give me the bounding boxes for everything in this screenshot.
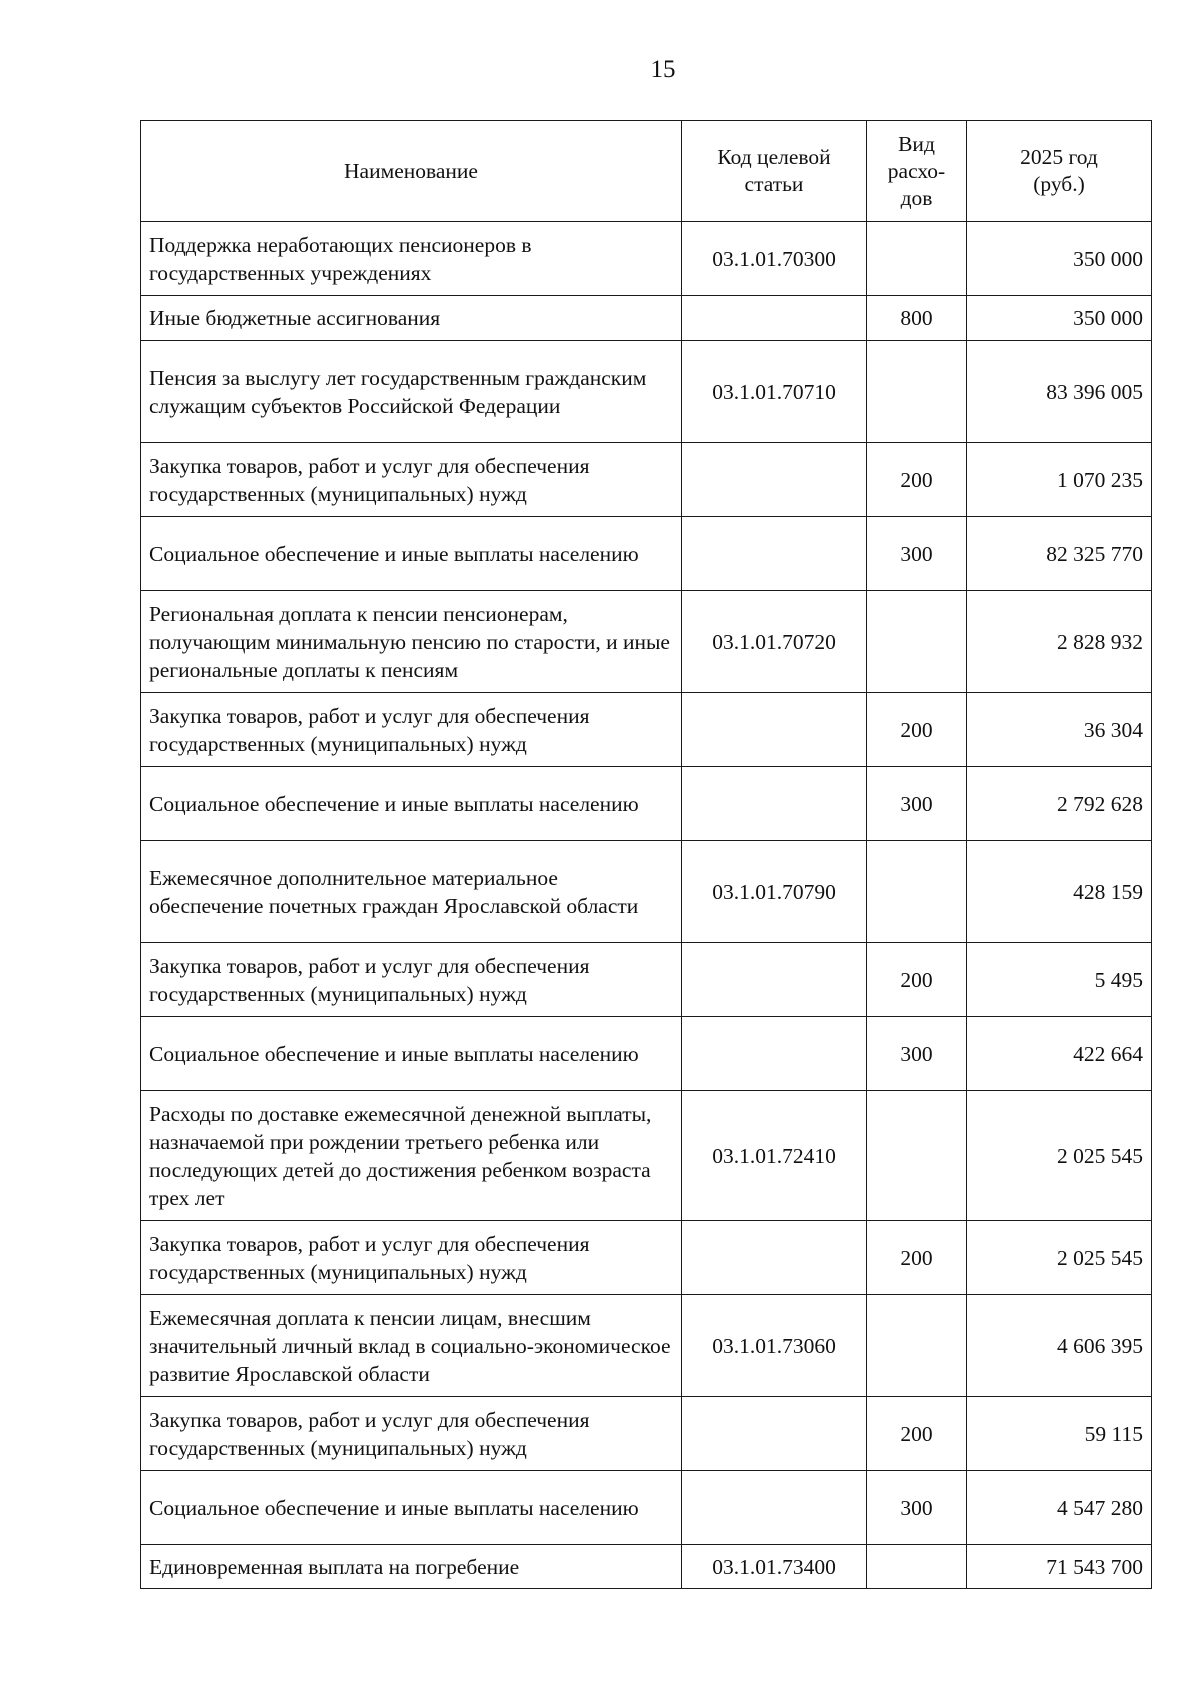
row-amount-cell: 1 070 235 xyxy=(967,443,1152,517)
row-name-cell: Социальное обеспечение и иные выплаты населению xyxy=(141,767,682,841)
table-row xyxy=(141,693,1152,767)
row-amount-cell: 71 543 700 xyxy=(967,1545,1152,1589)
table-row xyxy=(141,841,1152,943)
row-code-cell xyxy=(682,1471,867,1545)
row-code-cell xyxy=(682,1221,867,1295)
table-row xyxy=(141,1295,1152,1397)
table-row xyxy=(141,1221,1152,1295)
row-type-cell: 800 xyxy=(867,296,967,341)
row-name-cell: Закупка товаров, работ и услуг для обеспечения государственных (муниципальных) нужд xyxy=(141,1221,682,1295)
row-amount-cell: 59 115 xyxy=(967,1397,1152,1471)
header-code-line-2: статьи xyxy=(744,172,804,196)
row-code-cell: 03.1.01.70720 xyxy=(682,591,867,693)
header-amount xyxy=(967,121,1152,222)
row-amount-cell: 5 495 xyxy=(967,943,1152,1017)
row-amount-cell: 2 025 545 xyxy=(967,1091,1152,1221)
header-code xyxy=(682,121,867,222)
row-code-cell: 03.1.01.72410 xyxy=(682,1091,867,1221)
row-name-cell: Пенсия за выслугу лет государственным гражданским служащим субъектов Российской Федерации xyxy=(141,341,682,443)
row-code-cell: 03.1.01.73400 xyxy=(682,1545,867,1589)
row-amount-cell: 2 828 932 xyxy=(967,591,1152,693)
table-row xyxy=(141,1017,1152,1091)
row-name-cell: Единовременная выплата на погребение xyxy=(141,1545,682,1589)
row-code-cell xyxy=(682,517,867,591)
table-header xyxy=(141,121,1152,222)
table-row xyxy=(141,943,1152,1017)
header-type xyxy=(867,121,967,222)
row-type-cell xyxy=(867,1545,967,1589)
row-type-cell xyxy=(867,591,967,693)
table-row xyxy=(141,1091,1152,1221)
header-code-line-1: Код целевой xyxy=(717,145,831,169)
row-amount-cell: 2 025 545 xyxy=(967,1221,1152,1295)
row-type-cell: 300 xyxy=(867,1471,967,1545)
row-code-cell xyxy=(682,767,867,841)
row-name-cell: Социальное обеспечение и иные выплаты населению xyxy=(141,1471,682,1545)
row-name-cell: Поддержка неработающих пенсионеров в государственных учреждениях xyxy=(141,222,682,296)
row-code-cell xyxy=(682,693,867,767)
row-type-cell: 200 xyxy=(867,943,967,1017)
table-row xyxy=(141,341,1152,443)
row-name-cell: Иные бюджетные ассигнования xyxy=(141,296,682,341)
row-type-cell: 200 xyxy=(867,1221,967,1295)
table-row xyxy=(141,1545,1152,1589)
row-code-cell xyxy=(682,1017,867,1091)
row-name-cell: Закупка товаров, работ и услуг для обеспечения государственных (муниципальных) нужд xyxy=(141,693,682,767)
header-type-line-2: расхо- xyxy=(887,158,946,183)
header-amount-line-1: 2025 год xyxy=(1020,145,1098,169)
table-row xyxy=(141,443,1152,517)
table-row xyxy=(141,591,1152,693)
header-type-line-3: дов xyxy=(900,185,933,210)
table-row xyxy=(141,222,1152,296)
row-name-cell: Закупка товаров, работ и услуг для обеспечения государственных (муниципальных) нужд xyxy=(141,1397,682,1471)
row-type-cell xyxy=(867,1091,967,1221)
header-name xyxy=(141,121,682,222)
row-name-cell: Ежемесячное дополнительное материальное обеспечение почетных граждан Ярославской области xyxy=(141,841,682,943)
row-code-cell xyxy=(682,296,867,341)
row-type-cell xyxy=(867,1295,967,1397)
row-amount-cell: 82 325 770 xyxy=(967,517,1152,591)
header-type-line-1: Вид xyxy=(898,131,935,156)
table-body xyxy=(141,222,1152,1589)
row-name-cell: Региональная доплата к пенсии пенсионерам, получающим минимальную пенсию по старости, и иные региональные доплаты к пенсиям xyxy=(141,591,682,693)
row-type-cell xyxy=(867,341,967,443)
row-type-cell: 200 xyxy=(867,693,967,767)
row-type-cell: 300 xyxy=(867,517,967,591)
row-amount-cell: 422 664 xyxy=(967,1017,1152,1091)
row-type-cell: 300 xyxy=(867,1017,967,1091)
row-code-cell xyxy=(682,1397,867,1471)
row-amount-cell: 83 396 005 xyxy=(967,341,1152,443)
row-amount-cell: 36 304 xyxy=(967,693,1152,767)
row-name-cell: Закупка товаров, работ и услуг для обеспечения государственных (муниципальных) нужд xyxy=(141,443,682,517)
row-name-cell: Закупка товаров, работ и услуг для обеспечения государственных (муниципальных) нужд xyxy=(141,943,682,1017)
row-amount-cell: 2 792 628 xyxy=(967,767,1152,841)
row-name-cell: Расходы по доставке ежемесячной денежной выплаты, назначаемой при рождении третьего ребенка или последующих детей до достижения ребенком возраста трех лет xyxy=(141,1091,682,1221)
row-amount-cell: 350 000 xyxy=(967,222,1152,296)
table-row xyxy=(141,1471,1152,1545)
row-name-cell: Ежемесячная доплата к пенсии лицам, внесшим значительный личный вклад в социально-экономическое развитие Ярославской области xyxy=(141,1295,682,1397)
table-row xyxy=(141,767,1152,841)
row-code-cell xyxy=(682,443,867,517)
row-amount-cell: 4 547 280 xyxy=(967,1471,1152,1545)
row-amount-cell: 4 606 395 xyxy=(967,1295,1152,1397)
row-code-cell: 03.1.01.70300 xyxy=(682,222,867,296)
table-row xyxy=(141,296,1152,341)
row-type-cell: 300 xyxy=(867,767,967,841)
row-type-cell: 200 xyxy=(867,443,967,517)
row-code-cell xyxy=(682,943,867,1017)
row-amount-cell: 350 000 xyxy=(967,296,1152,341)
budget-table xyxy=(140,120,1152,1589)
row-type-cell xyxy=(867,222,967,296)
page-number: 15 xyxy=(650,56,676,83)
row-type-cell: 200 xyxy=(867,1397,967,1471)
table-row xyxy=(141,517,1152,591)
row-type-cell xyxy=(867,841,967,943)
row-name-cell: Социальное обеспечение и иные выплаты населению xyxy=(141,517,682,591)
row-amount-cell: 428 159 xyxy=(967,841,1152,943)
row-code-cell: 03.1.01.70710 xyxy=(682,341,867,443)
header-amount-line-2: (руб.) xyxy=(1033,172,1085,196)
row-code-cell: 03.1.01.73060 xyxy=(682,1295,867,1397)
table-row xyxy=(141,1397,1152,1471)
header-name-label: Наименование xyxy=(344,158,478,183)
row-code-cell: 03.1.01.70790 xyxy=(682,841,867,943)
row-name-cell: Социальное обеспечение и иные выплаты населению xyxy=(141,1017,682,1091)
